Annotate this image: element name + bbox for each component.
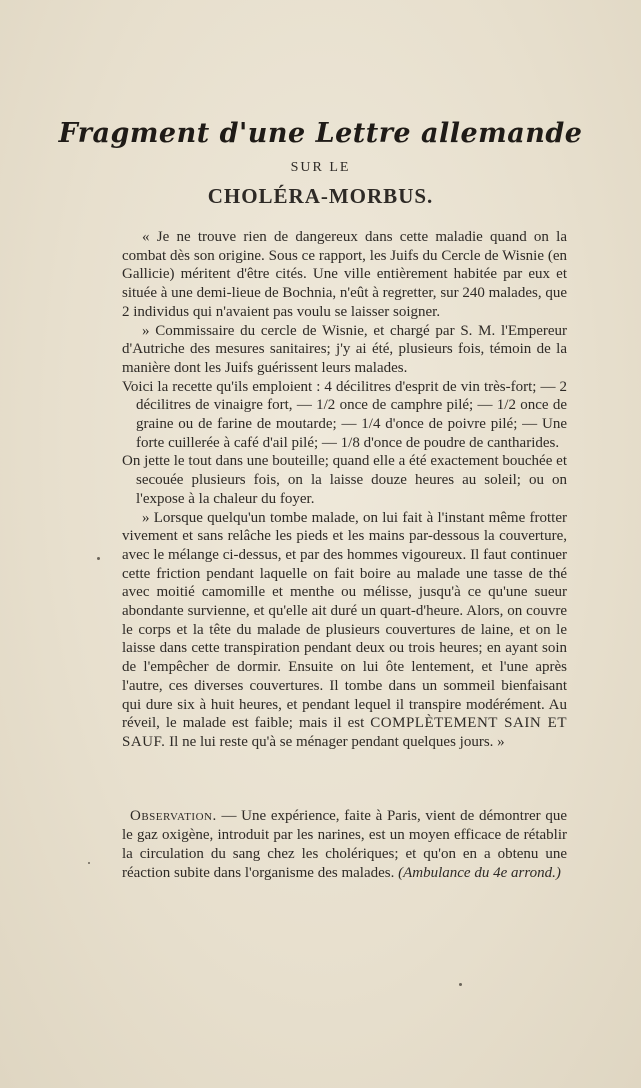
letter-body xyxy=(122,228,567,752)
paragraph-2: » Commissaire du cercle de Wisnie, et chargé par S. M. l'Empereur d'Autriche des mesures sanitaires; j'y ai été, plusieurs fois, témoin de la manière dont les Juifs guérissent leurs malades. xyxy=(122,322,567,376)
observation-paragraph xyxy=(122,807,567,883)
document-heading: CHOLÉRA-MORBUS. xyxy=(207,184,434,208)
paragraph-recipe: Voici la recette qu'ils emploient : 4 décilitres d'esprit de vin très-fort; — 2 décilitres de vinaigre fort, — 1/2 once de camphre pilé; — 1/2 once de graine ou de farine de moutarde; — 1/4 d'once de poivre pilé; — Une forte cuillerée à café d'ail pilé; — 1/8 d'once de poudre de cantharides. xyxy=(122,378,567,451)
document-title: Fragment d'une Lettre allemande xyxy=(58,118,583,149)
paragraph-1: « Je ne trouve rien de dangereux dans cette maladie quand on la combat dès son origine. Sous ce rapport, les Juifs du Cercle de Wisnie (en Gallicie) méritent d'être cités. Une ville entièrement habitée par eux et située à une demi-lieue de Bochnia, n'eût à regretter, sur 240 malades, que 2 individus qui n'avaient pas voulu se laisser soigner. xyxy=(122,229,567,320)
paper-speck xyxy=(97,557,100,560)
observation-text: — Une expérience, faite à Paris, vient de démontrer que le gaz oxigène, introduit par les narines, est un moyen efficace de rétablir la circulation du sang chez les cholériques; et qu'on en a obtenu une réaction subite dans l'organisme des malades. xyxy=(122,808,567,881)
treatment-text: » Lorsque quelqu'un tombe malade, on lui fait à l'instant même frotter vivement et sans relâche les pieds et les mains par-dessous la couverture, avec le mélange ci-dessus, et par des hommes vigoureux. Il faut continuer cette friction pendant laquelle on fait boire au malade une tasse de thé avec moitié camomille et menthe ou mélisse, jusqu'à ce qu'une sueur abondante survienne, et qu'elle ait duré un quart-d'heure. Alors, on couvre le corps et la tête du malade de plusieurs couvertures de laine, et on le laisse dans cette transpiration pendant deux ou trois heures; en ayant soin de l'empêcher de dormir. Ensuite on lui ôte lentement, et l'une après l'autre, ces diverses couvertures. Il tombe dans un sommeil bienfaisant qui dure six à huit heures, et pendant lequel il transpire modérément. Au réveil, le malade est faible; mais il est xyxy=(122,509,567,732)
treatment-ending: Il ne lui reste qu'à se ménager pendant quelques jours. » xyxy=(169,733,505,750)
observation-source: (Ambulance du 4e arrond.) xyxy=(398,865,561,881)
paper-speck xyxy=(459,983,462,986)
paragraph-treatment xyxy=(122,509,567,752)
document-subtitle: SUR LE xyxy=(290,160,351,175)
paragraph-preparation: On jette le tout dans une bouteille; quand elle a été exactement bouchée et secouée plusieurs fois, on la laisse douze heures au soleil; ou on l'expose à la chaleur du foyer. xyxy=(122,453,567,507)
observation-label: Observation. xyxy=(130,808,217,824)
emphasis-sain-et-sauf: COMPLÈTEMENT SAIN ET SAUF. xyxy=(122,715,567,750)
paper-speck xyxy=(88,862,90,864)
